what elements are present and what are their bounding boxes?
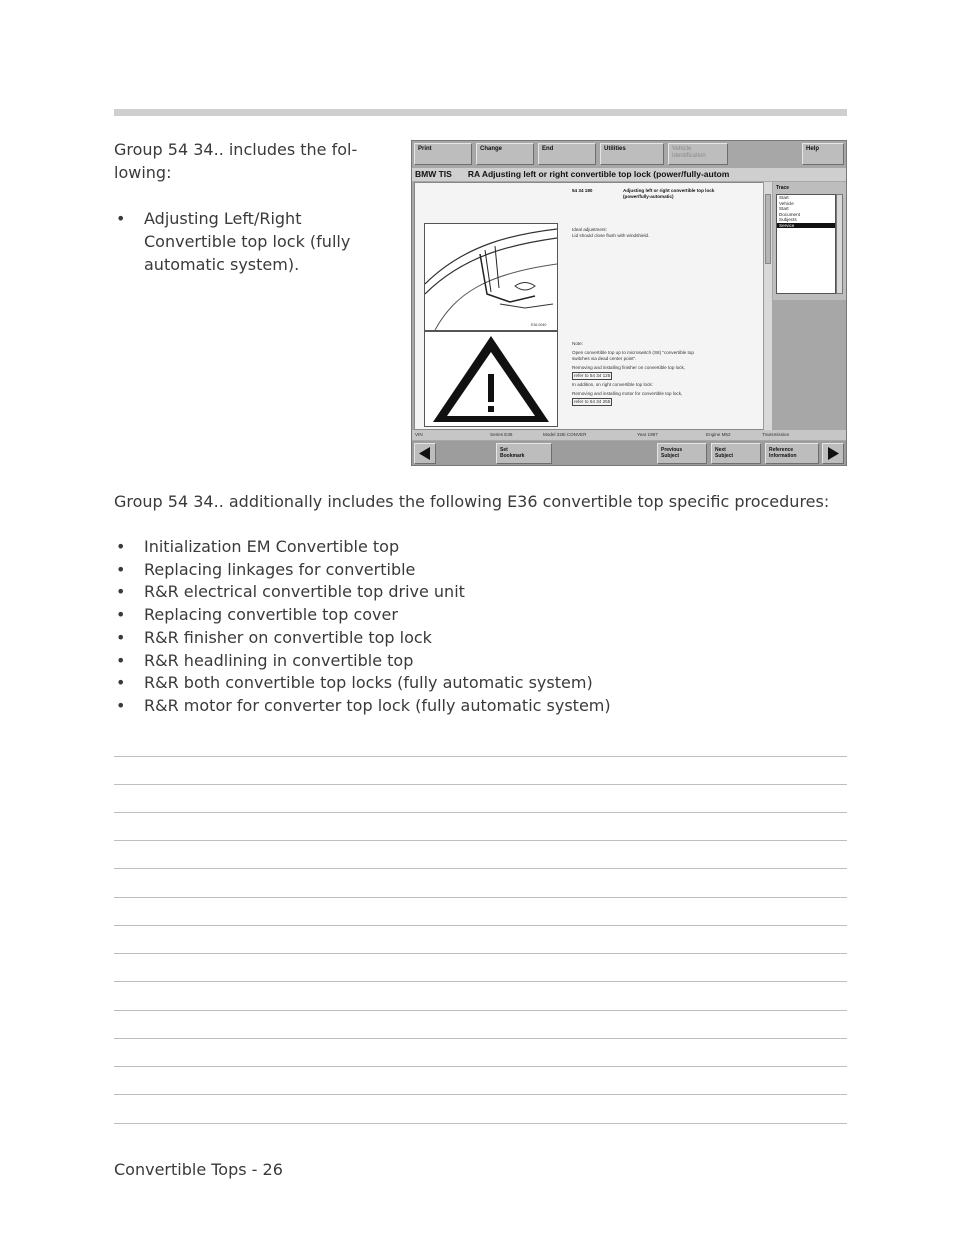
bookmark-label: Bookmark	[500, 453, 525, 459]
procedures-list	[114, 536, 854, 718]
vehicle-identification-button[interactable]	[668, 143, 728, 165]
previous-label: Previous	[661, 447, 683, 453]
trace-item[interactable]: Start	[779, 195, 789, 200]
help-button[interactable]: Help	[802, 143, 844, 165]
note-line	[114, 756, 847, 757]
tis-title-bar	[412, 168, 846, 181]
note-line-1: Open convertible top up to microswitch (S8) "convertible top	[572, 350, 694, 355]
doc-number: 54 34 180	[572, 188, 593, 193]
note-line-5: Removing and installing motor for convertible top lock,	[572, 391, 683, 396]
note-line-3: Removing and installing finisher on convertible top lock,	[572, 365, 686, 370]
intro-block	[114, 138, 376, 276]
intro-line-2: lowing:	[114, 163, 172, 182]
end-button[interactable]: End	[538, 143, 596, 165]
doc-heading-2: (power/fully-automatic)	[623, 194, 674, 199]
link-54-34-255[interactable]: refer to 54 34 255	[574, 399, 611, 404]
next-label: Next	[715, 447, 726, 453]
utilities-button[interactable]: Utilities	[600, 143, 664, 165]
note-line	[114, 1123, 847, 1124]
note-line	[114, 1066, 847, 1067]
procedure-item: • R&R both convertible top locks (fully automatic system)	[114, 672, 854, 695]
tis-document-title: RA Adjusting left or right convertible top lock (power/fully-autom	[467, 169, 730, 179]
next-subject-button[interactable]	[711, 443, 761, 464]
identification-label: Identification	[672, 153, 706, 159]
header-rule	[114, 109, 847, 116]
procedure-item: • R&R headlining in convertible top	[114, 650, 854, 673]
procedures-intro: Group 54 34.. additionally includes the following E36 convertible top specific procedures:	[114, 492, 830, 511]
note-line	[114, 925, 847, 926]
back-arrow-button[interactable]	[414, 443, 436, 464]
note-line-4: In addition, on right convertible top lock:	[572, 382, 653, 387]
intro-bullets	[114, 207, 376, 276]
procedure-item: • Replacing linkages for convertible	[114, 559, 854, 582]
trace-title: Trace	[776, 185, 790, 191]
warning-triangle-image	[424, 331, 558, 427]
warning-icon	[425, 332, 557, 426]
note-label: Note:	[572, 341, 583, 346]
trace-panel	[773, 182, 846, 300]
intro-bullet-line-3: automatic system).	[144, 255, 300, 274]
reference-information-button[interactable]	[765, 443, 819, 464]
trace-item[interactable]: Subjects	[779, 217, 797, 222]
procedure-item: • Initialization EM Convertible top	[114, 536, 854, 559]
set-bookmark-button[interactable]	[496, 443, 552, 464]
trace-item-selected[interactable]: Service	[777, 223, 835, 229]
status-transmission: Transmission	[762, 432, 790, 437]
note-line	[114, 840, 847, 841]
note-line	[114, 1094, 847, 1095]
page-footer: Convertible Tops - 26	[114, 1160, 283, 1179]
vehicle-label: Vehicle	[672, 146, 692, 152]
convertible-lock-illustration	[424, 223, 558, 331]
procedure-item: • R&R electrical convertible top drive unit	[114, 581, 854, 604]
intro-bullet-line-1: Adjusting Left/Right	[144, 209, 302, 228]
previous-subject-label: Subject	[661, 453, 680, 459]
document-scrollbar[interactable]	[763, 182, 772, 430]
procedures-block	[114, 490, 854, 718]
note-line-2: switches via dead center point".	[572, 356, 637, 361]
tis-screenshot	[411, 140, 847, 466]
trace-item[interactable]: Document	[779, 211, 800, 217]
status-vin: VIN	[415, 432, 423, 437]
procedure-item: • Replacing convertible top cover	[114, 604, 854, 627]
figure-code: E36 0040	[531, 323, 547, 327]
trace-list[interactable]	[776, 194, 836, 294]
right-arrow-icon	[823, 444, 843, 463]
tis-app-name: BMW TIS	[415, 169, 452, 179]
vehicle-status-bar	[412, 430, 846, 440]
status-model: Model 328i CONVER	[543, 432, 587, 437]
status-year: Year 1997	[637, 432, 658, 437]
procedure-item: • R&R finisher on convertible top lock	[114, 627, 854, 650]
intro-bullet-line-2: Convertible top lock (fully	[144, 232, 351, 251]
note-line	[114, 1038, 847, 1039]
trace-scrollbar[interactable]	[836, 194, 843, 294]
note-line	[114, 897, 847, 898]
left-arrow-icon	[415, 444, 435, 463]
change-button[interactable]: Change	[476, 143, 534, 165]
information-label: Information	[769, 453, 797, 459]
note-line	[114, 953, 847, 954]
previous-subject-button[interactable]	[657, 443, 707, 464]
trace-item[interactable]: Vehicle	[779, 200, 794, 206]
intro-line-1: Group 54 34.. includes the fol-	[114, 140, 358, 159]
note-line	[114, 1010, 847, 1011]
procedure-item: • R&R motor for converter top lock (fully automatic system)	[114, 695, 854, 718]
status-series: Series E36	[490, 432, 513, 437]
reference-label: Reference	[769, 447, 794, 453]
note-line	[114, 981, 847, 982]
link-54-34-125[interactable]: refer to 54 34 125	[574, 373, 611, 378]
doc-heading-1: Adjusting left or right convertible top lock	[623, 188, 715, 193]
status-engine: Engine M52	[706, 432, 731, 437]
lock-drawing	[425, 224, 557, 330]
next-subject-label: Subject	[715, 453, 734, 459]
note-line	[114, 784, 847, 785]
print-button[interactable]: Print	[414, 143, 472, 165]
forward-arrow-button[interactable]	[822, 443, 844, 464]
intro-bullet	[114, 207, 376, 276]
trace-item[interactable]: Start	[779, 206, 789, 211]
doc-adjust-text: Lid should close flush with windshield.	[572, 233, 650, 238]
tis-toolbar	[412, 141, 846, 167]
tis-nav-bar	[412, 441, 846, 465]
doc-adjust-label: Ideal adjustment:	[572, 227, 607, 232]
note-line	[114, 812, 847, 813]
scrollbar-thumb[interactable]	[765, 194, 771, 264]
set-label: Set	[500, 447, 508, 453]
note-line	[114, 868, 847, 869]
